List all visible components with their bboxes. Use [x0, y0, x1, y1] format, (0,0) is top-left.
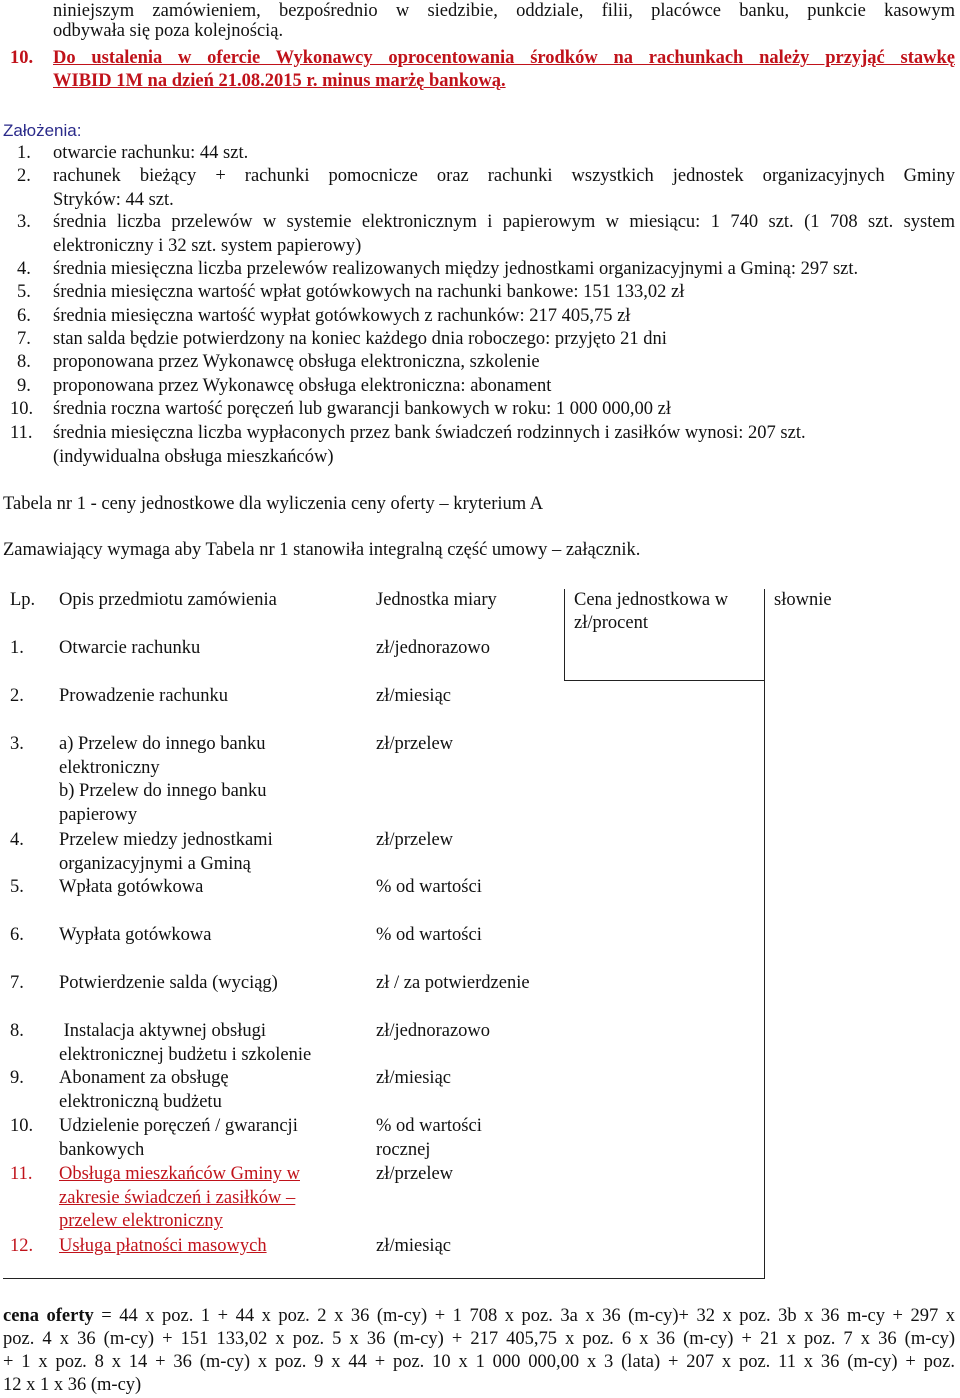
- table-row-description: bankowych: [59, 1139, 145, 1160]
- table-row-description: zakresie świadczeń i zasiłków –: [59, 1187, 296, 1208]
- table-row-description: Wpłata gotówkowa: [59, 877, 204, 897]
- table-row-unit: zł/miesiąc: [376, 686, 451, 706]
- table-row-unit: % od wartości: [376, 925, 482, 945]
- table-row-unit: zł/miesiąc: [376, 1068, 451, 1088]
- table-row-unit: zł/przelew: [376, 1164, 454, 1184]
- assumption-number: 5.: [17, 282, 31, 302]
- table-row-description: Przelew miedzy jednostkami: [59, 830, 273, 850]
- assumption-text: średnia miesięczna liczba przelewów realizowanych między jednostkami organizacyjnymi a Gminą: 297 szt.: [53, 259, 859, 279]
- table-row-unit: zł / za potwierdzenie: [376, 973, 530, 993]
- table-row-description: Instalacja aktywnej obsługi: [59, 1021, 267, 1041]
- table-row-description: elektroniczny: [59, 757, 160, 778]
- table-row-description: Abonament za obsługę: [59, 1068, 229, 1088]
- table-row-description: Otwarcie rachunku: [59, 638, 201, 658]
- table-row-description: elektroniczną budżetu: [59, 1091, 222, 1112]
- table-row-number: 4.: [10, 830, 24, 850]
- table-row-unit: zł/jednorazowo: [376, 1021, 491, 1041]
- header-in-words: słownie: [774, 590, 832, 610]
- assumption-number: 2.: [17, 166, 31, 186]
- table-divider: [564, 680, 765, 681]
- assumption-number: 3.: [17, 212, 31, 232]
- table-row-number: 8.: [10, 1021, 24, 1041]
- table-row-description: a) Przelew do innego banku: [59, 734, 266, 754]
- table-row-description: Potwierdzenie salda (wyciąg): [59, 973, 278, 993]
- table-requirement: Zamawiający wymaga aby Tabela nr 1 stanowiła integralną część umowy – załącznik.: [3, 540, 641, 560]
- table-row-number: 1.: [10, 638, 24, 658]
- table-row-number: 5.: [10, 877, 24, 897]
- formula-line-2: poz. 4 x 36 (m-cy) + 151 133,02 x poz. 5 x 36 (m-cy) + 217 405,75 x poz. 6 x 36 (m-cy) + 21 x poz. 7 x 36 (m-cy): [3, 1329, 955, 1349]
- assumption-number: 11.: [10, 423, 33, 443]
- assumption-number: 6.: [17, 306, 31, 326]
- header-unit: Jednostka miary: [376, 590, 497, 610]
- formula-line-4: 12 x 1 x 36 (m-cy): [3, 1375, 142, 1395]
- intro-line-2: odbywała się poza kolejnością.: [53, 21, 284, 41]
- table-row-description: Prowadzenie rachunku: [59, 686, 229, 706]
- table-row-unit: zł/miesiąc: [376, 1236, 451, 1256]
- formula-text-1: = 44 x poz. 1 + 44 x poz. 2 x 36 (m-cy) + 1 708 x poz. 3a x 36 (m-cy)+ 32 x poz. 3b x 36 m-cy + 297 x: [93, 1306, 955, 1326]
- assumption-number: 7.: [17, 329, 31, 349]
- header-lp: Lp.: [10, 590, 36, 610]
- assumption-text: Stryków: 44 szt.: [53, 189, 174, 210]
- assumption-number: 10.: [10, 399, 34, 419]
- table-row-unit: % od wartości: [376, 877, 482, 897]
- table-row-unit: zł/przelew: [376, 734, 454, 754]
- table-row-description: Udzielenie poręczeń / gwarancji: [59, 1116, 298, 1136]
- table-row-description: papierowy: [59, 804, 138, 825]
- assumption-text: proponowana przez Wykonawcę obsługa elektroniczna, szkolenie: [53, 352, 540, 372]
- table-row-description: elektronicznej budżetu i szkolenie: [59, 1044, 312, 1065]
- assumption-text: stan salda będzie potwierdzony na koniec każdego dnia roboczego: przyjęto 21 dni: [53, 329, 667, 349]
- table-row-number: 2.: [10, 686, 24, 706]
- table-divider: [764, 681, 765, 1278]
- table-divider: [564, 589, 565, 681]
- table-row-unit: zł/jednorazowo: [376, 638, 491, 658]
- table-row-number: 9.: [10, 1068, 24, 1088]
- formula-line-3: + 1 x poz. 8 x 14 + 36 (m-cy) x poz. 9 x 44 + poz. 10 x 1 000 000,00 x 3 (lata) + 207 x poz. 11 x 36 (m-cy) + poz.: [3, 1352, 955, 1372]
- point-10-line-2: WIBID 1M na dzień 21.08.2015 r. minus marżę bankową.: [53, 71, 506, 91]
- assumption-text: średnia roczna wartość poręczeń lub gwarancji bankowych w roku: 1 000 000,00 zł: [53, 399, 671, 419]
- assumption-text: średnia miesięczna wartość wypłat gotówkowych z rachunków: 217 405,75 zł: [53, 306, 631, 326]
- assumption-text: proponowana przez Wykonawcę obsługa elektroniczna: abonament: [53, 376, 552, 396]
- table-divider: [3, 1278, 765, 1279]
- formula-line-1: [3, 1305, 955, 1329]
- table-row-unit: zł/przelew: [376, 830, 454, 850]
- table-divider: [764, 589, 765, 681]
- assumptions-heading: Założenia:: [3, 121, 82, 140]
- table-row-number: 3.: [10, 734, 24, 754]
- table-title: Tabela nr 1 - ceny jednostkowe dla wyliczenia ceny oferty – kryterium A: [3, 494, 544, 514]
- header-price-line-1: Cena jednostkowa w: [574, 590, 729, 610]
- table-row-number: 12.: [10, 1236, 34, 1256]
- intro-line-1: niniejszym zamówieniem, bezpośrednio w siedzibie, oddziale, filii, placówce banku, punkcie kasowym: [53, 1, 955, 21]
- table-row-unit: rocznej: [376, 1139, 431, 1160]
- table-row-description: b) Przelew do innego banku: [59, 781, 267, 801]
- header-description: Opis przedmiotu zamówienia: [59, 590, 277, 610]
- table-row-unit: % od wartości: [376, 1116, 482, 1136]
- assumption-text: rachunek bieżący + rachunki pomocnicze oraz rachunki wszystkich jednostek organizacyjnych Gminy: [53, 166, 955, 186]
- table-row-number: 7.: [10, 973, 24, 993]
- assumption-text: otwarcie rachunku: 44 szt.: [53, 143, 249, 163]
- point-10-number: 10.: [10, 48, 34, 68]
- table-row-description: Wypłata gotówkowa: [59, 925, 212, 945]
- assumption-number: 1.: [17, 143, 31, 163]
- table-row-number: 11.: [10, 1164, 33, 1184]
- table-row-number: 10.: [10, 1116, 34, 1136]
- assumption-text: średnia miesięczna liczba wypłaconych przez bank świadczeń rodzinnych i zasiłków wynosi: 207 szt.: [53, 423, 806, 443]
- header-price-line-2: zł/procent: [574, 613, 648, 633]
- assumption-number: 9.: [17, 376, 31, 396]
- assumption-text: średnia liczba przelewów w systemie elektronicznym i papierowym w miesiącu: 1 740 szt. (1 708 szt. system: [53, 212, 955, 232]
- table-row-description: Usługa płatności masowych: [59, 1236, 267, 1256]
- assumption-text: średnia miesięczna wartość wpłat gotówkowych na rachunki bankowe: 151 133,02 zł: [53, 282, 685, 302]
- formula-label: cena oferty: [3, 1306, 94, 1326]
- table-row-description: organizacyjnymi a Gminą: [59, 853, 251, 874]
- assumption-text: elektroniczny i 32 szt. system papierowy): [53, 235, 362, 256]
- assumption-number: 8.: [17, 352, 31, 372]
- assumption-text: (indywidualna obsługa mieszkańców): [53, 446, 334, 467]
- table-row-number: 6.: [10, 925, 24, 945]
- table-row-description: przelew elektroniczny: [59, 1211, 223, 1231]
- assumption-number: 4.: [17, 259, 31, 279]
- point-10-line-1: Do ustalenia w ofercie Wykonawcy oprocentowania środków na rachunkach należy przyjąć stawkę: [53, 48, 955, 68]
- table-row-description: Obsługa mieszkańców Gminy w: [59, 1164, 300, 1184]
